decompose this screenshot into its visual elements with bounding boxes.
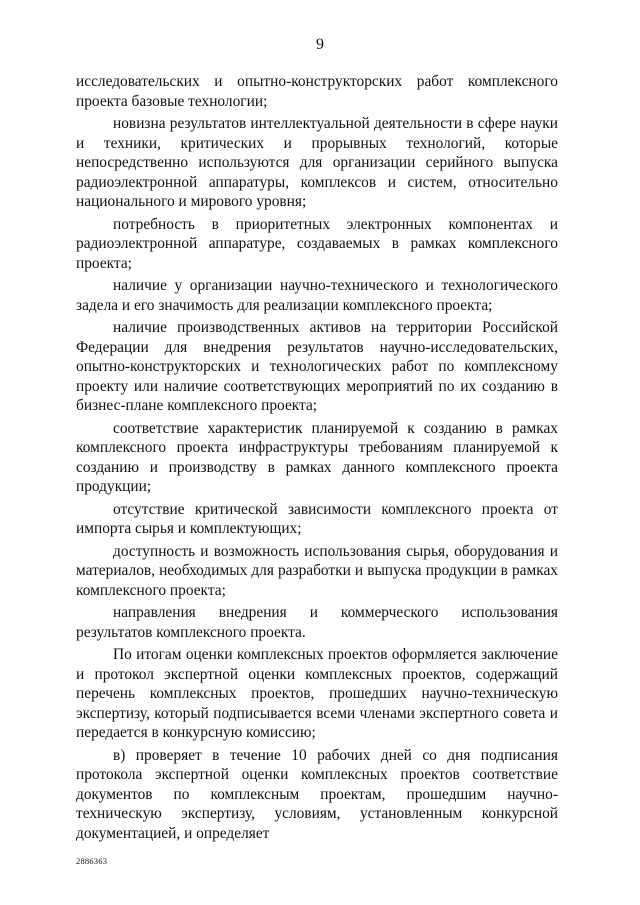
paragraph-5: наличие производственных активов на территории Российской Федерации для внедрения результатов научно-исследовательских, опытно-конструкторских и технологических работ по комплексному проекту или наличие соответствующих мероприятий по их созданию в бизнес-плане комплексного проекта; [76, 319, 558, 414]
document-code: 2886363 [76, 856, 108, 866]
paragraph-7: отсутствие критической зависимости комплексного проекта от импорта сырья и комплектующих; [76, 500, 558, 537]
paragraph-1: исследовательских и опытно-конструкторских работ комплексного проекта базовые технологии; [76, 73, 558, 110]
paragraph-11: в) проверяет в течение 10 рабочих дней со дня подписания протокола экспертной оценки комплексных проектов соответствие документов по комплексным проектам, прошедшим научно-техническую экспертизу, условиям, установленным конкурсной документацией, и определяет [76, 746, 558, 842]
paragraph-10: По итогам оценки комплексных проектов оформляется заключение и протокол экспертной оценки комплексных проектов, содержащий перечень комплексных проектов, прошедших научно-техническую экспертизу, который подписывается всеми членами экспертного совета и передается в конкурсную комиссию; [76, 646, 558, 741]
paragraph-9: направления внедрения и коммерческого использования результатов комплексного проекта. [76, 604, 558, 641]
paragraph-2: новизна результатов интеллектуальной деятельности в сфере науки и техники, критических и прорывных технологий, которые непосредственно используются для организации серийного выпуска радиоэлектронной аппаратуры, комплексов и систем, относительно национального и мирового уровня; [76, 115, 558, 210]
paragraph-3: потребность в приоритетных электронных компонентах и радиоэлектронной аппаратуре, создаваемых в рамках комплексного проекта; [76, 215, 558, 272]
document-body [76, 72, 558, 843]
paragraph-6: соответствие характеристик планируемой к созданию в рамках комплексного проекта инфраструктуры требованиям планируемой к созданию и производству в рамках данного комплексного проекта продукции; [76, 419, 558, 495]
paragraph-8: доступность и возможность использования сырья, оборудования и материалов, необходимых для разработки и выпуска продукции в рамках комплексного проекта; [76, 542, 558, 599]
paragraph-4: наличие у организации научно-технического и технологического задела и его значимость для реализации комплексного проекта; [76, 277, 558, 314]
page-number: 9 [316, 36, 324, 53]
